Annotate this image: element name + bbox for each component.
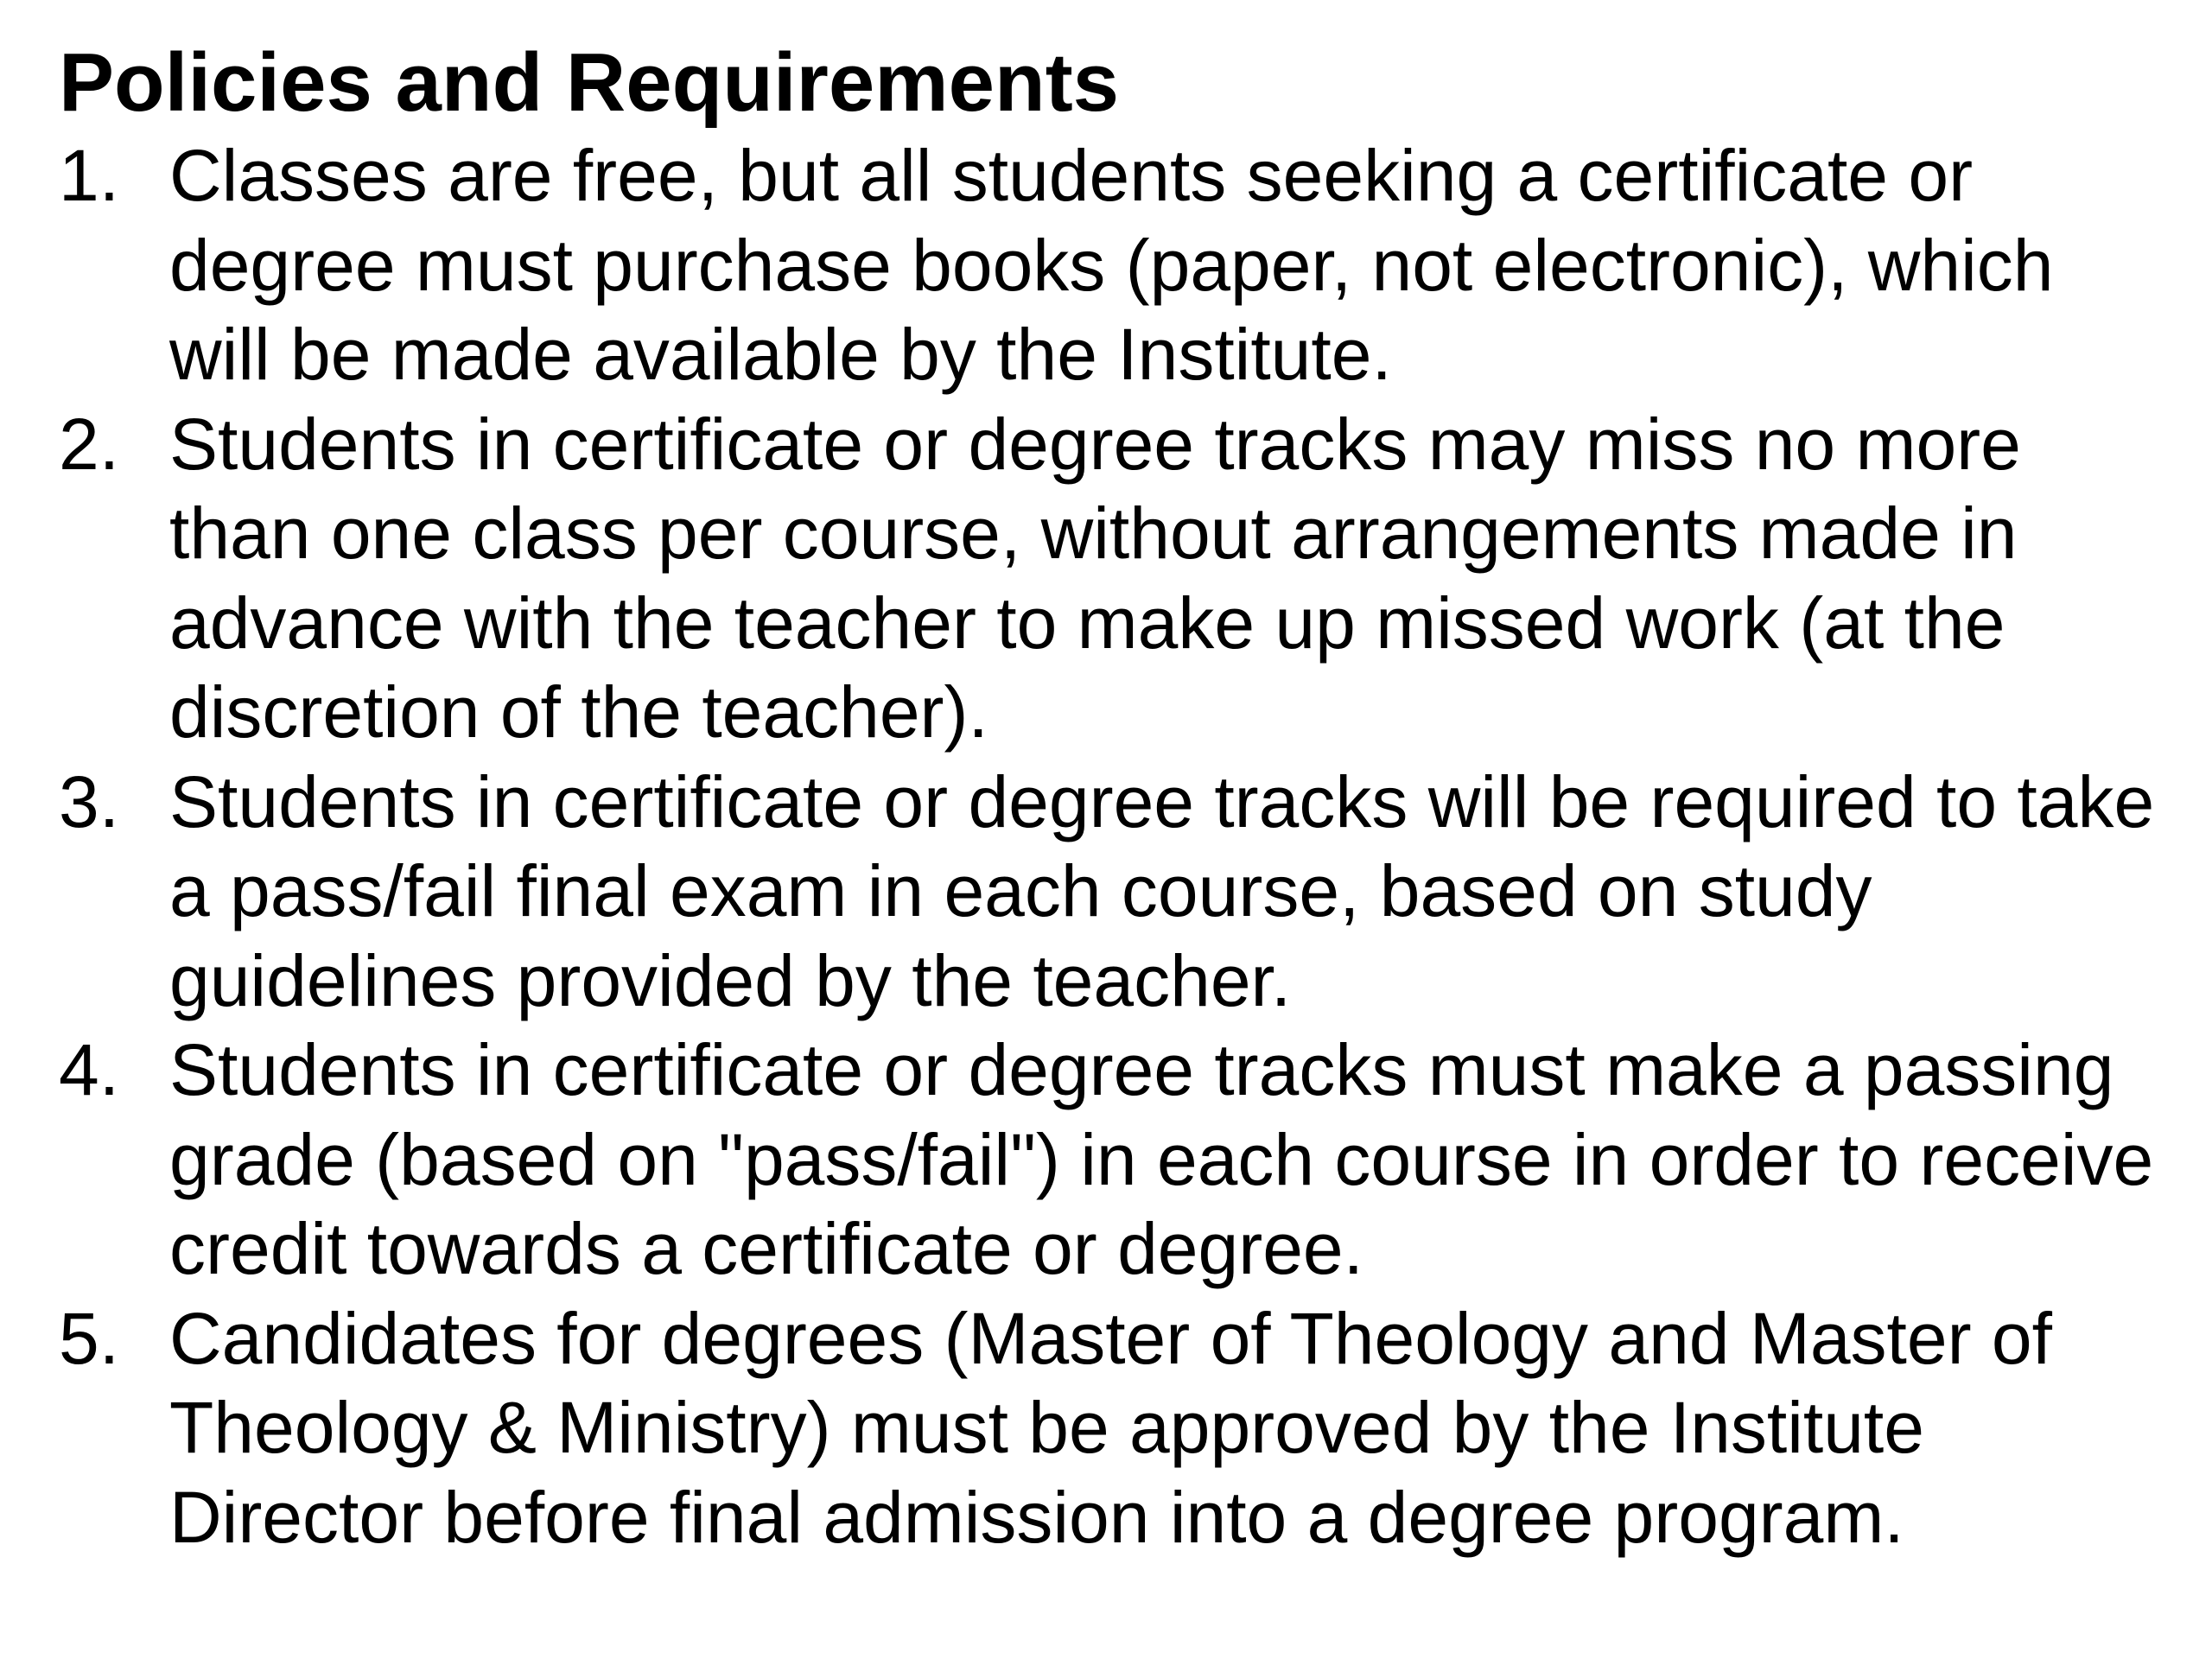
policy-number: 3. — [59, 760, 120, 842]
policy-item-2 — [59, 400, 2167, 758]
policy-text: Students in certificate or degree tracks must make a passing grade (based on "pass/fail") in each course in order to receive credit towards a certificate or degree. — [169, 1029, 2154, 1289]
policy-number: 5. — [59, 1297, 120, 1379]
policy-item-3 — [59, 758, 2167, 1027]
policy-list — [59, 131, 2167, 1562]
policy-item-1 — [59, 131, 2167, 400]
policy-item-4 — [59, 1026, 2167, 1294]
policy-text: Classes are free, but all students seeking a certificate or degree must purchase books (paper, not electronic), which will be made available by the Institute. — [169, 135, 2054, 395]
policy-number: 1. — [59, 135, 120, 216]
policy-text: Students in certificate or degree tracks may miss no more than one class per course, without arrangements made in advance with the teacher to make up missed work (at the discretion of the teacher). — [169, 403, 2021, 753]
policy-text: Students in certificate or degree tracks will be required to take a pass/fail final exam in each course, based on study guidelines provided by the teacher. — [169, 760, 2155, 1021]
policy-text: Candidates for degrees (Master of Theology and Master of Theology & Ministry) must be approved by the Institute Director before final admission into a degree program. — [169, 1297, 2052, 1558]
policy-number: 2. — [59, 403, 120, 485]
policy-item-5 — [59, 1294, 2167, 1563]
slide — [59, 35, 2167, 1562]
policy-number: 4. — [59, 1029, 120, 1110]
slide-title: Policies and Requirements — [59, 36, 1120, 129]
